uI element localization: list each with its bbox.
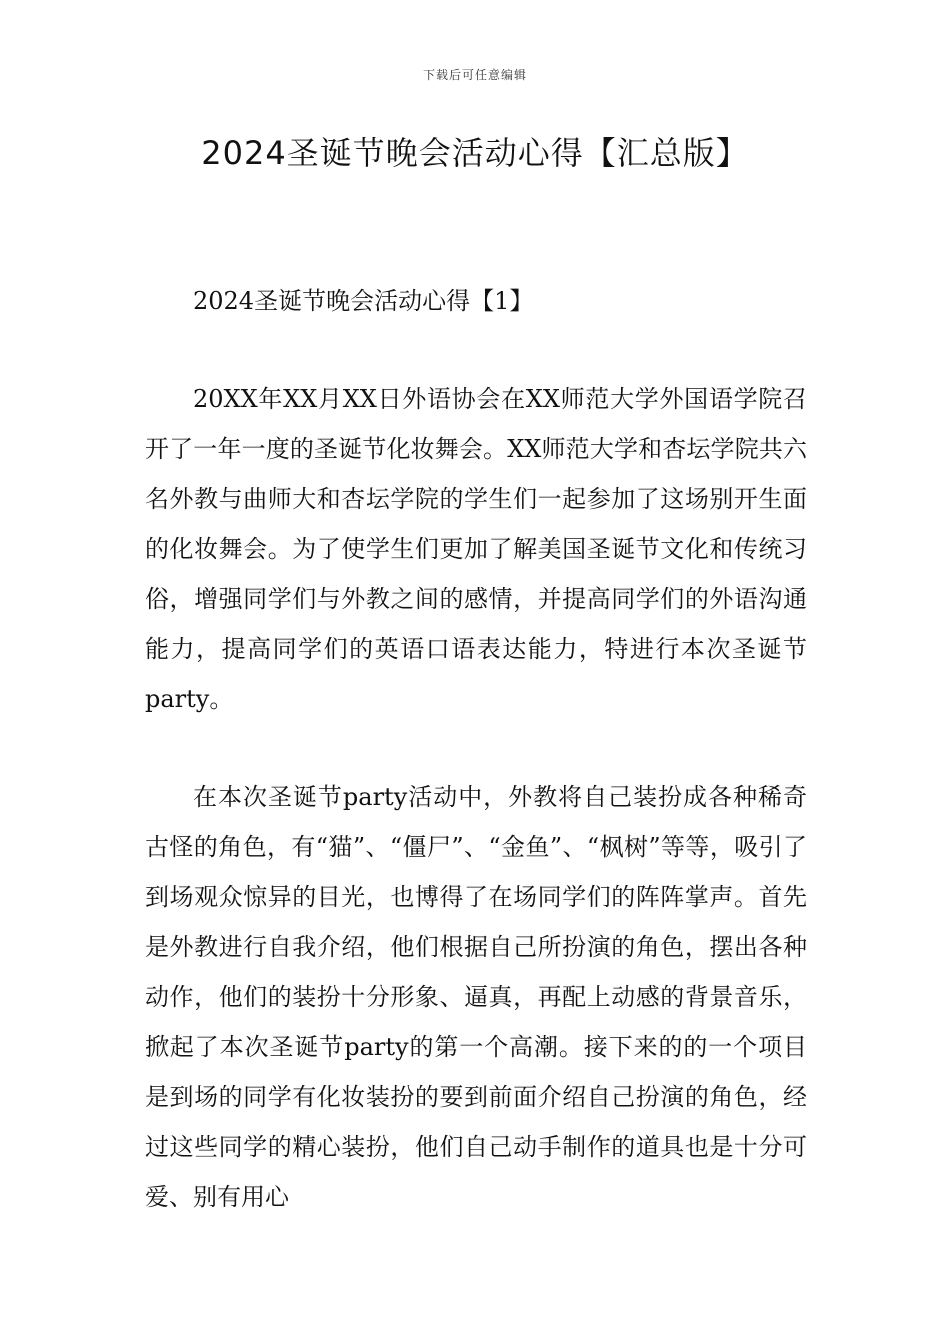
paragraph-2: 在本次圣诞节party活动中，外教将自己装扮成各种稀奇古怪的角色，有“猫”、“僵尸”、“金鱼”、“枫树”等等，吸引了到场观众惊异的目光，也博得了在场同学们的阵阵掌声。首先是外教进行自我介绍，他们根据自己所扮演的角色，摆出各种动作，他们的装扮十分形象、逼真，再配上动感的背景音乐，掀起了本次圣诞节party的第一个高潮。接下来的的一个项目是到场的同学有化妆装扮的要到前面介绍自己扮演的角色，经过这些同学的精心装扮，他们自己动手制作的道具也是十分可爱、别有用心 [145, 783, 807, 1211]
paragraph-1: 20XX年XX月XX日外语协会在XX师范大学外国语学院召开了一年一度的圣诞节化妆舞会。XX师范大学和杏坛学院共六名外教与曲师大和杏坛学院的学生们一起参加了这场别开生面的化妆舞会。为了使学生们更加了解美国圣诞节文化和传统习俗，增强同学们与外教之间的感情，并提高同学们的外语沟通能力，提高同学们的英语口语表达能力，特进行本次圣诞节party。 [145, 385, 807, 713]
section-heading: 2024圣诞节晚会活动心得【1】 [193, 287, 534, 315]
header-note: 下载后可任意编辑 [422, 68, 527, 82]
document-title: 2024圣诞节晚会活动心得【汇总版】 [201, 134, 749, 172]
